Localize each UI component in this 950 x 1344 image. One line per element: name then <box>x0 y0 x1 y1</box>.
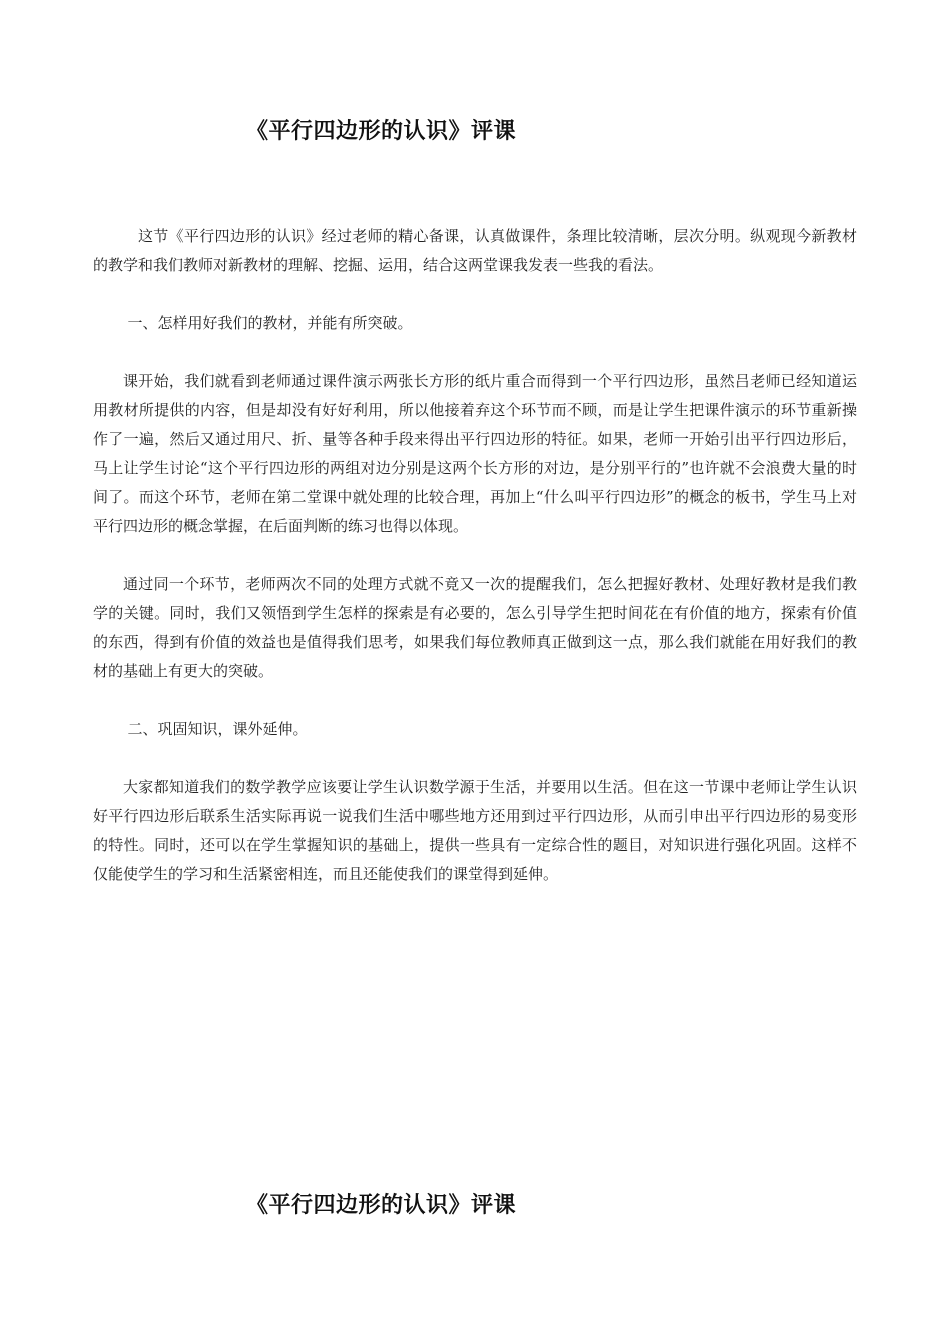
document-body <box>93 222 857 918</box>
section1-paragraph: 课开始，我们就看到老师通过课件演示两张长方形的纸片重合而得到一个平行四边形，虽然吕老师已经知道运用教材所提供的内容，但是却没有好好利用，所以他接着弃这个环节而不顾，而是让学生把课件演示的环节重新操作了一遍，然后又通过用尺、折、量等各种手段来得出平行四边形的特征。如果，老师一开始引出平行四边形后，马上让学生讨论“这个平行四边形的两组对边分别是这两个长方形的对边，是分别平行的”也许就不会浪费大量的时间了。而这个环节，老师在第二堂课中就处理的比较合理，再加上“什么叫平行四边形”的概念的板书，学生马上对平行四边形的概念掌握，在后面判断的练习也得以体现。 <box>93 372 857 535</box>
page-title: 《平行四边形的认识》评课 <box>246 119 517 144</box>
section-heading-1: 一、怎样用好我们的教材，并能有所突破。 <box>127 314 413 332</box>
section-heading-2: 二、巩固知识，课外延伸。 <box>127 720 308 738</box>
page-title-repeat: 《平行四边形的认识》评课 <box>246 1193 517 1218</box>
section1-paragraph: 通过同一个环节，老师两次不同的处理方式就不竟又一次的提醒我们，怎么把握好教材、处理好教材是我们教学的关键。同时，我们又领悟到学生怎样的探索是有必要的，怎么引导学生把时间花在有价值的地方，探索有价值的东西，得到有价值的效益也是值得我们思考，如果我们每位教师真正做到这一点，那么我们就能在用好我们的教材的基础上有更大的突破。 <box>93 575 857 680</box>
section2-paragraph: 大家都知道我们的数学教学应该要让学生认识数学源于生活，并要用以生活。但在这一节课中老师让学生认识好平行四边形后联系生活实际再说一说我们生活中哪些地方还用到过平行四边形，从而引申出平行四边形的易变形的特性。同时，还可以在学生掌握知识的基础上，提供一些具有一定综合性的题目，对知识进行强化巩固。这样不仅能使学生的学习和生活紧密相连，而且还能使我们的课堂得到延伸。 <box>93 778 857 883</box>
intro-paragraph: 这节《平行四边形的认识》经过老师的精心备课，认真做课件，条理比较清晰，层次分明。纵观现今新教材的教学和我们教师对新教材的理解、挖掘、运用，结合这两堂课我发表一些我的看法。 <box>93 227 857 274</box>
